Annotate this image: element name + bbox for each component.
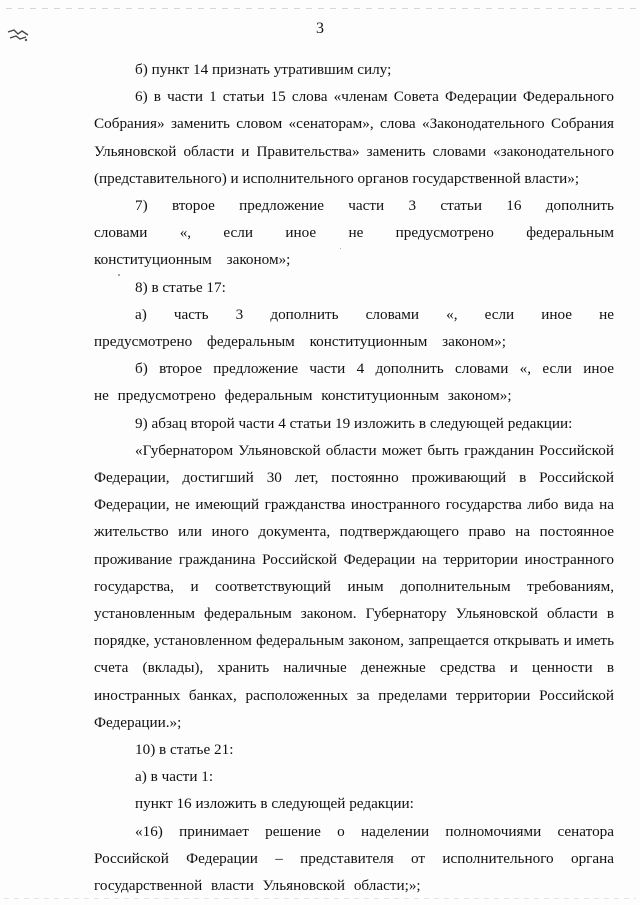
quoted-governor-requirements: «Губернатором Ульяновской области может быть гражданин Российской Федерации, достигший 30 лет, постоянно проживающий в Российской Федерации, не имеющий гражданства иностранного государства либо вида на жительство или иного документа, подтверждающего право на постоянное проживание гражданина Российской Федерации на территории иностранного государства, и соответствующий иным дополнительным требованиям, установленным федеральным законом. Губернатору Ульяновской области в порядке, установленном федеральным законом, запрещается открывать и иметь счета (вклады), хранить наличные денежные средства и ценности в иностранных банках, расположенных за пределами территории Российской Федерации.»;: [94, 441, 614, 731]
paragraph-a-part-1: а) в части 1:: [135, 768, 214, 786]
paragraph-a-part-3: а) часть 3 дополнить словами «, если иное не предусмотрено федеральным конституционным законом»;: [94, 305, 614, 351]
paragraph-10-article-21: 10) в статье 21:: [135, 741, 234, 759]
quoted-item-16-senator: «16) принимает решение о наделении полномочиями сенатора Российской Федерации – представителя от исполнительного органа государственной власти Ульяновской области;»;: [94, 822, 614, 895]
paragraph-8-article-17: 8) в статье 17:: [135, 278, 226, 296]
scan-speck: [340, 248, 341, 249]
paragraph-item-16-instruction: пункт 16 изложить в следующей редакции:: [135, 795, 414, 813]
paragraph-b-item-14: б) пункт 14 признать утратившим силу;: [135, 61, 392, 78]
paragraph-6-article-15: 6) в части 1 статьи 15 слова «членам Совета Федерации Федерального Собрания» заменить словом «сенаторам», слова «Законодательного Собрания Ульяновской области и Правительства» заменить словами «законодательного (представительного) и исполнительного органов государственной власти»;: [94, 88, 614, 187]
page-number: 3: [316, 20, 324, 37]
paragraph-b-part-4: б) второе предложение части 4 дополнить словами «, если иное не предусмотрено федеральным конституционным законом»;: [94, 360, 614, 405]
document-body: [94, 56, 614, 899]
scan-edge-top: [6, 8, 636, 9]
paragraph-9-article-19: 9) абзац второй части 4 статьи 19 изложить в следующей редакции:: [135, 414, 573, 432]
paragraph-7-article-16: 7) второе предложение части 3 статьи 16 дополнить словами «, если иное не предусмотрено федеральным конституционным законом»;: [94, 197, 614, 269]
scan-speck: [118, 274, 120, 276]
